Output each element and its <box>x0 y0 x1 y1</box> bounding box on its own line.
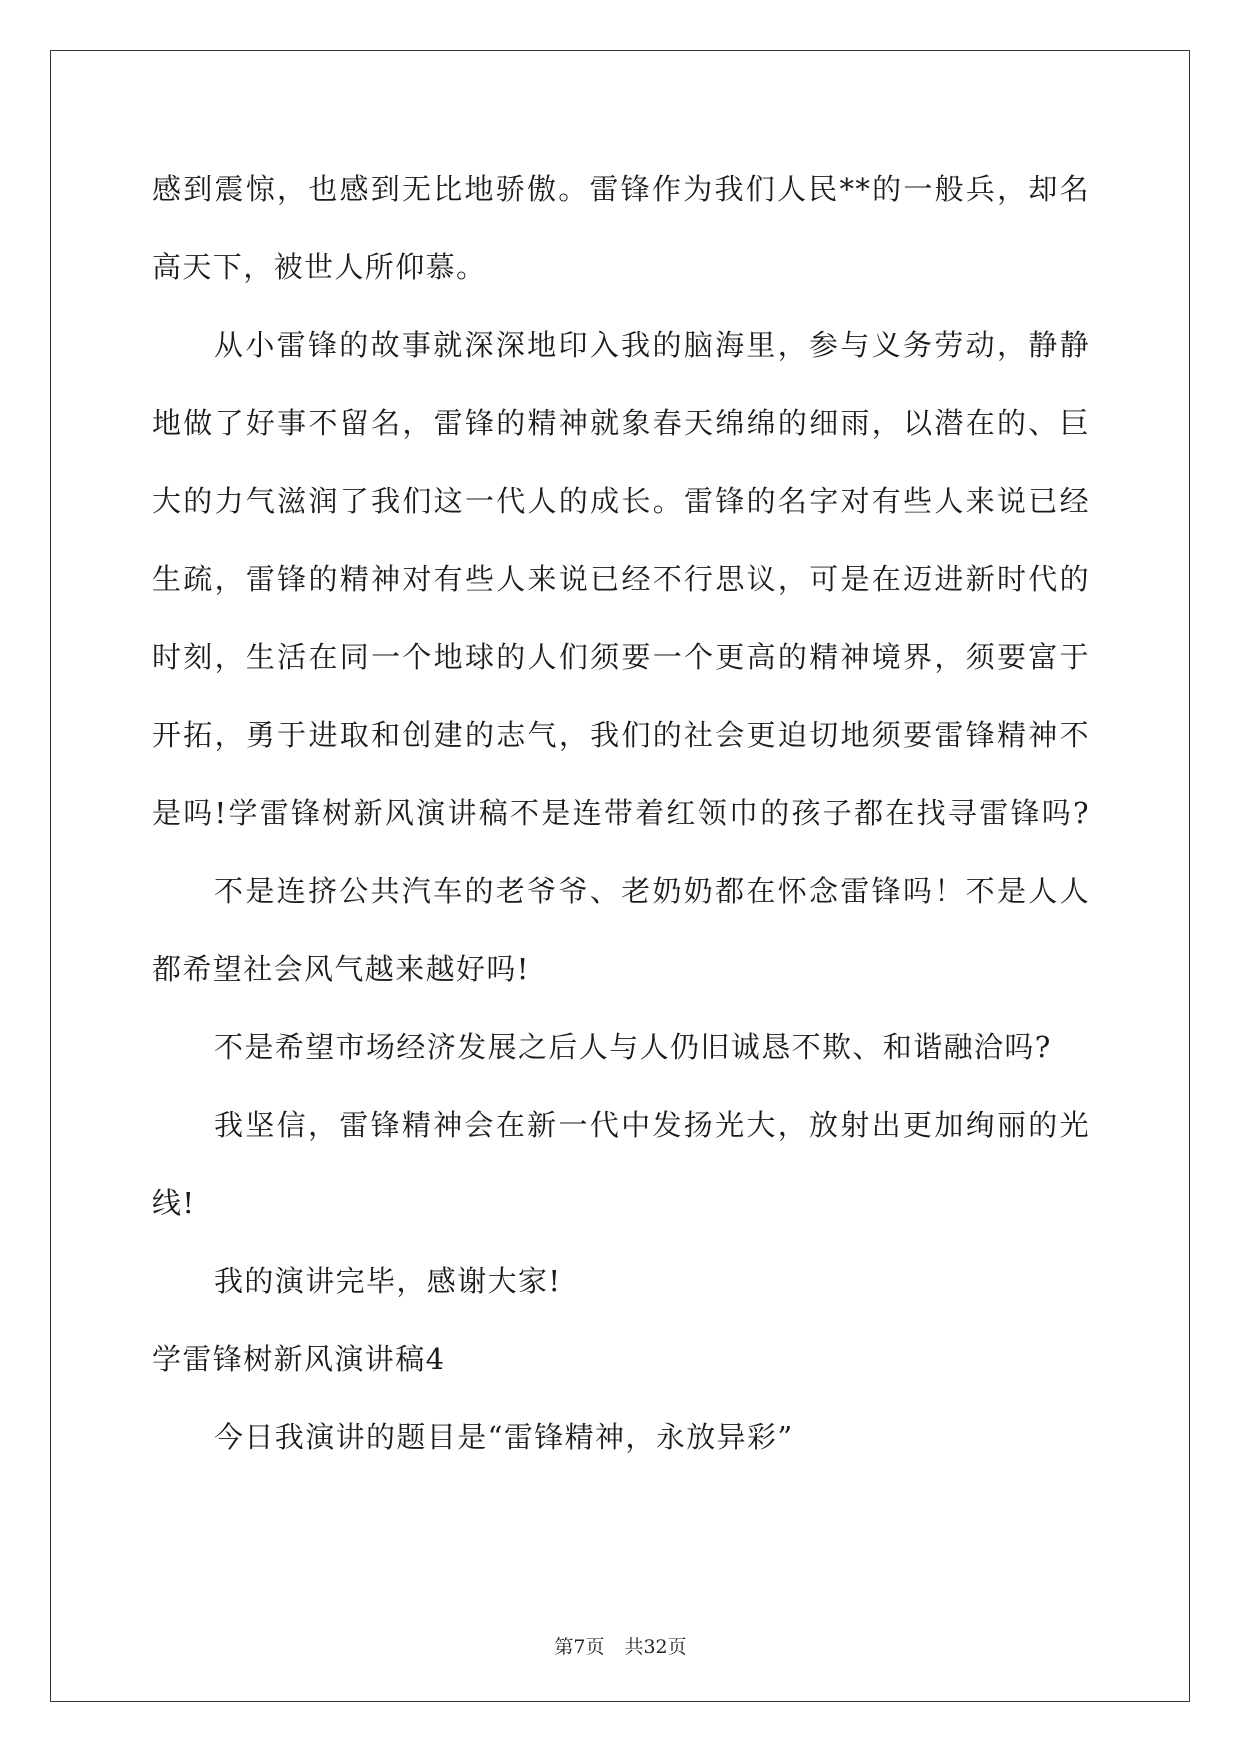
body-line: 都希望社会风气越来越好吗! <box>152 952 530 986</box>
body-line: 高天下，被世人所仰慕。 <box>152 250 487 284</box>
paragraph-start-line: 我坚信，雷锋精神会在新一代中发扬光大，放射出更加绚丽的光 <box>214 1108 1090 1142</box>
paragraph-start-line: 今日我演讲的题目是“雷锋精神，永放异彩” <box>214 1420 794 1454</box>
paragraph-start-line: 我的演讲完毕，感谢大家! <box>214 1264 562 1298</box>
page-number: 第7页 <box>554 1636 605 1658</box>
paragraph-start-line: 不是希望市场经济发展之后人与人仍旧诚恳不欺、和谐融洽吗? <box>214 1030 1052 1064</box>
body-line: 时刻，生活在同一个地球的人们须要一个更高的精神境界，须要富于 <box>152 640 1090 674</box>
body-line: 开拓，勇于进取和创建的志气，我们的社会更迫切地须要雷锋精神不 <box>152 718 1090 752</box>
document-body <box>152 160 1090 1486</box>
section-heading: 学雷锋树新风演讲稿4 <box>152 1342 446 1376</box>
paragraph-start-line: 不是连挤公共汽车的老爷爷、老奶奶都在怀念雷锋吗！不是人人 <box>214 874 1090 908</box>
body-line: 大的力气滋润了我们这一代人的成长。雷锋的名字对有些人来说已经 <box>152 484 1090 518</box>
body-line: 地做了好事不留名，雷锋的精神就象春天绵绵的细雨，以潜在的、巨 <box>152 406 1090 440</box>
body-line: 线! <box>152 1186 196 1220</box>
body-line: 是吗!学雷锋树新风演讲稿不是连带着红领巾的孩子都在找寻雷锋吗? <box>152 796 1090 830</box>
page-total: 共32页 <box>624 1636 687 1658</box>
body-line: 感到震惊，也感到无比地骄傲。雷锋作为我们人民**的一般兵，却名 <box>152 172 1090 206</box>
page-footer <box>0 1632 1241 1659</box>
body-line: 生疏，雷锋的精神对有些人来说已经不行思议，可是在迈进新时代的 <box>152 562 1090 596</box>
paragraph-start-line: 从小雷锋的故事就深深地印入我的脑海里，参与义务劳动，静静 <box>214 328 1090 362</box>
